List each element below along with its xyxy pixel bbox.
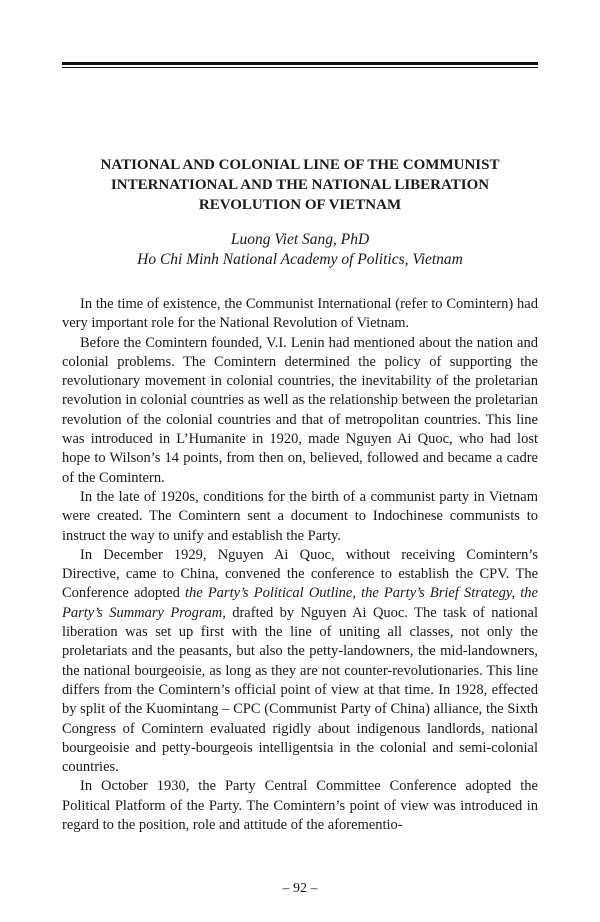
page-number: – 92 – [282,881,318,896]
title-line-2: INTERNATIONAL AND THE NATIONAL LIBERATION [110,177,490,193]
paragraph-4-text-start: In December 1929, Nguyen Ai Quoc, without receiving Comintern’s Directive, came to China, convened the conference to establish the CPV. The Conference adopted [62,546,538,602]
paragraph-4-italic-titles: the Party’s Political Outline, the Party’s Brief Strategy, the Party’s Summary Program, [62,585,538,621]
paragraph-5: In October 1930, the Party Central Committee Conference adopted the Political Platform of the Party. The Comintern’s point of view was introduced in regard to the position, role and attitude of the aforementio- [62,778,538,834]
paragraph-2: Before the Comintern founded, V.I. Lenin had mentioned about the nation and colonial problems. The Comintern determined the policy of supporting the revolutionary movement in colonial countries, the inevitability of the proletarian revolution in colonial countries as well as the relationship between the proletarian revolution of the colonial countries and that of metropolitan countries. This line was introduced in L’Humanite in 1920, made Nguyen Ai Quoc, who had lost hope to Wilson’s 14 points, from then on, believed, followed and became a cadre of the Comintern. [62,334,538,486]
paragraph-1: In the time of existence, the Communist International (refer to Comintern) had very important role for the National Revolution of Vietnam. [62,296,538,332]
author-name: Luong Viet Sang, PhD [230,231,370,248]
header-rule-thick [62,62,538,65]
paragraph-4 [62,546,538,778]
article-title [62,155,538,215]
title-line-3: REVOLUTION OF VIETNAM [198,197,402,213]
author-affiliation: Ho Chi Minh National Academy of Politics, Vietnam [137,251,463,268]
header-rule-thin [62,67,538,68]
paragraph-4-text-end: drafted by Nguyen Ai Quoc. The task of national liberation was set up first with the line of uniting all classes, not only the proletariats and the peasants, but also the petty-landowners, the mid-landowners, the national bourgeoisie, as long as they are not counter-revolutionaries. This line differs from the Comintern’s official point of view at that time. In 1928, effected by split of the Kuomintang – CPC (Communist Party of China) alliance, the Sixth Congress of Comintern evaluated rigidly about indigenous landlords, national bourgeoisie and petty-bourgeois intelligentsia in the colonial and semi-colonial countries. [62,604,538,776]
title-line-1: NATIONAL AND COLONIAL LINE OF THE COMMUNIST [100,157,500,173]
article-body [62,295,538,835]
author-block [62,230,538,270]
paragraph-3: In the late of 1920s, conditions for the birth of a communist party in Vietnam were created. The Comintern sent a document to Indochinese communists to instruct the way to unify and establish the Party. [62,488,538,544]
